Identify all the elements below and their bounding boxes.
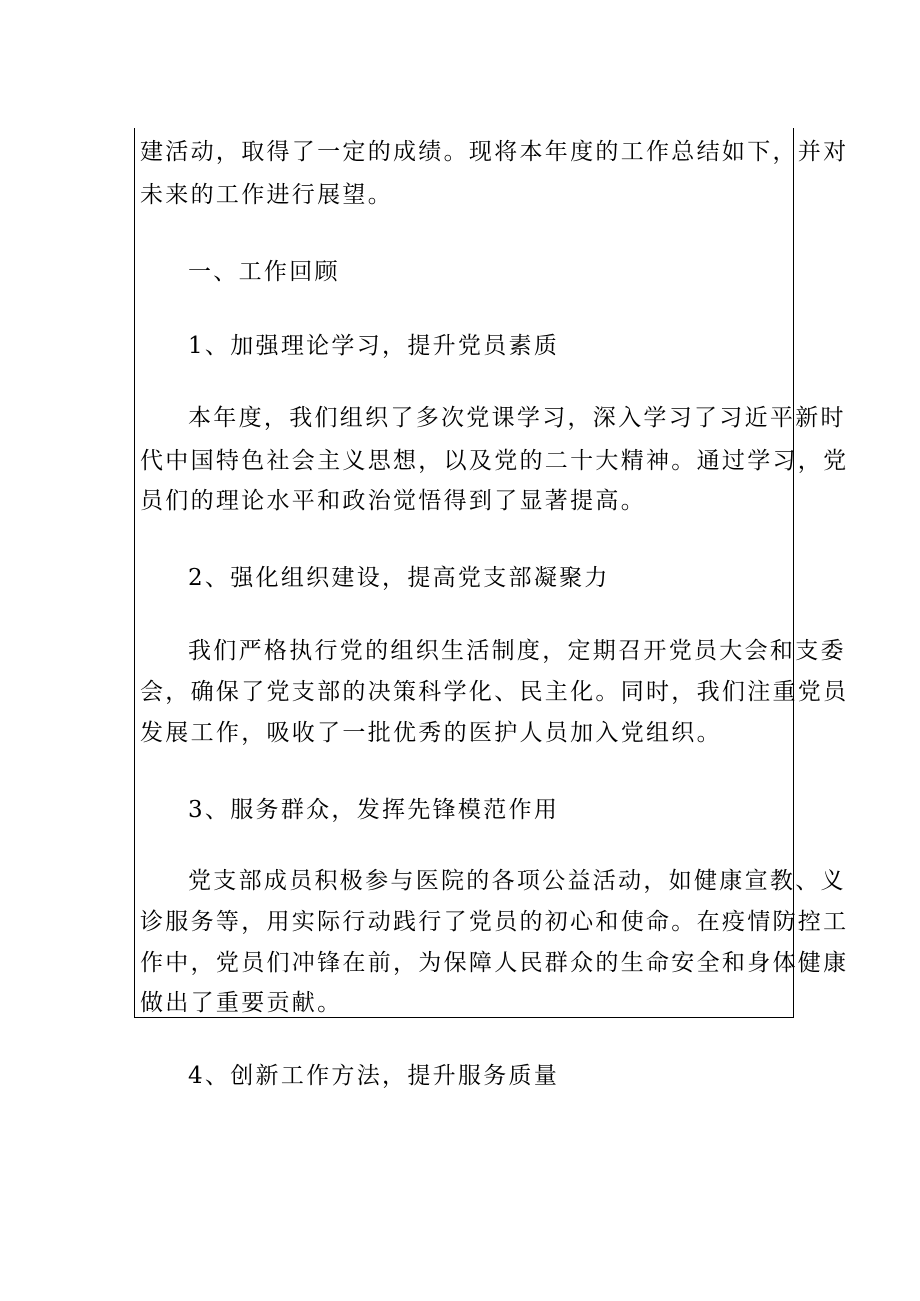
paragraph-line: 建活动，取得了一定的成绩。现将本年度的工作总结如下，并对 [140, 139, 849, 165]
item-heading-3: 3、服务群众，发挥先锋模范作用 [188, 797, 560, 823]
paragraph-line: 员们的理论水平和政治觉悟得到了显著提高。 [140, 488, 646, 514]
paragraph-line: 会，确保了党支部的决策科学化、民主化。同时，我们注重党员 [140, 679, 849, 705]
item-heading-1: 1、加强理论学习，提升党员素质 [188, 333, 560, 359]
paragraph-line: 我们严格执行党的组织生活制度，定期召开党员大会和支委 [188, 638, 846, 664]
paragraph-line: 党支部成员积极参与医院的各项公益活动，如健康宣教、义 [188, 868, 846, 894]
paragraph-line: 作中，党员们冲锋在前，为保障人民群众的生命安全和身体健康 [140, 950, 849, 976]
paragraph-line: 代中国特色社会主义思想，以及党的二十大精神。通过学习，党 [140, 448, 849, 474]
paragraph-line: 本年度，我们组织了多次党课学习，深入学习了习近平新时 [188, 405, 846, 431]
item-heading-4: 4、创新工作方法，提升服务质量 [188, 1063, 560, 1089]
paragraph-line: 未来的工作进行展望。 [140, 182, 393, 208]
section-heading: 一、工作回顾 [188, 259, 340, 285]
paragraph-line: 发展工作，吸收了一批优秀的医护人员加入党组织。 [140, 720, 722, 746]
paragraph-line: 诊服务等，用实际行动践行了党员的初心和使命。在疫情防控工 [140, 909, 849, 935]
paragraph-line: 做出了重要贡献。 [140, 990, 343, 1016]
item-heading-2: 2、强化组织建设，提高党支部凝聚力 [188, 565, 610, 591]
